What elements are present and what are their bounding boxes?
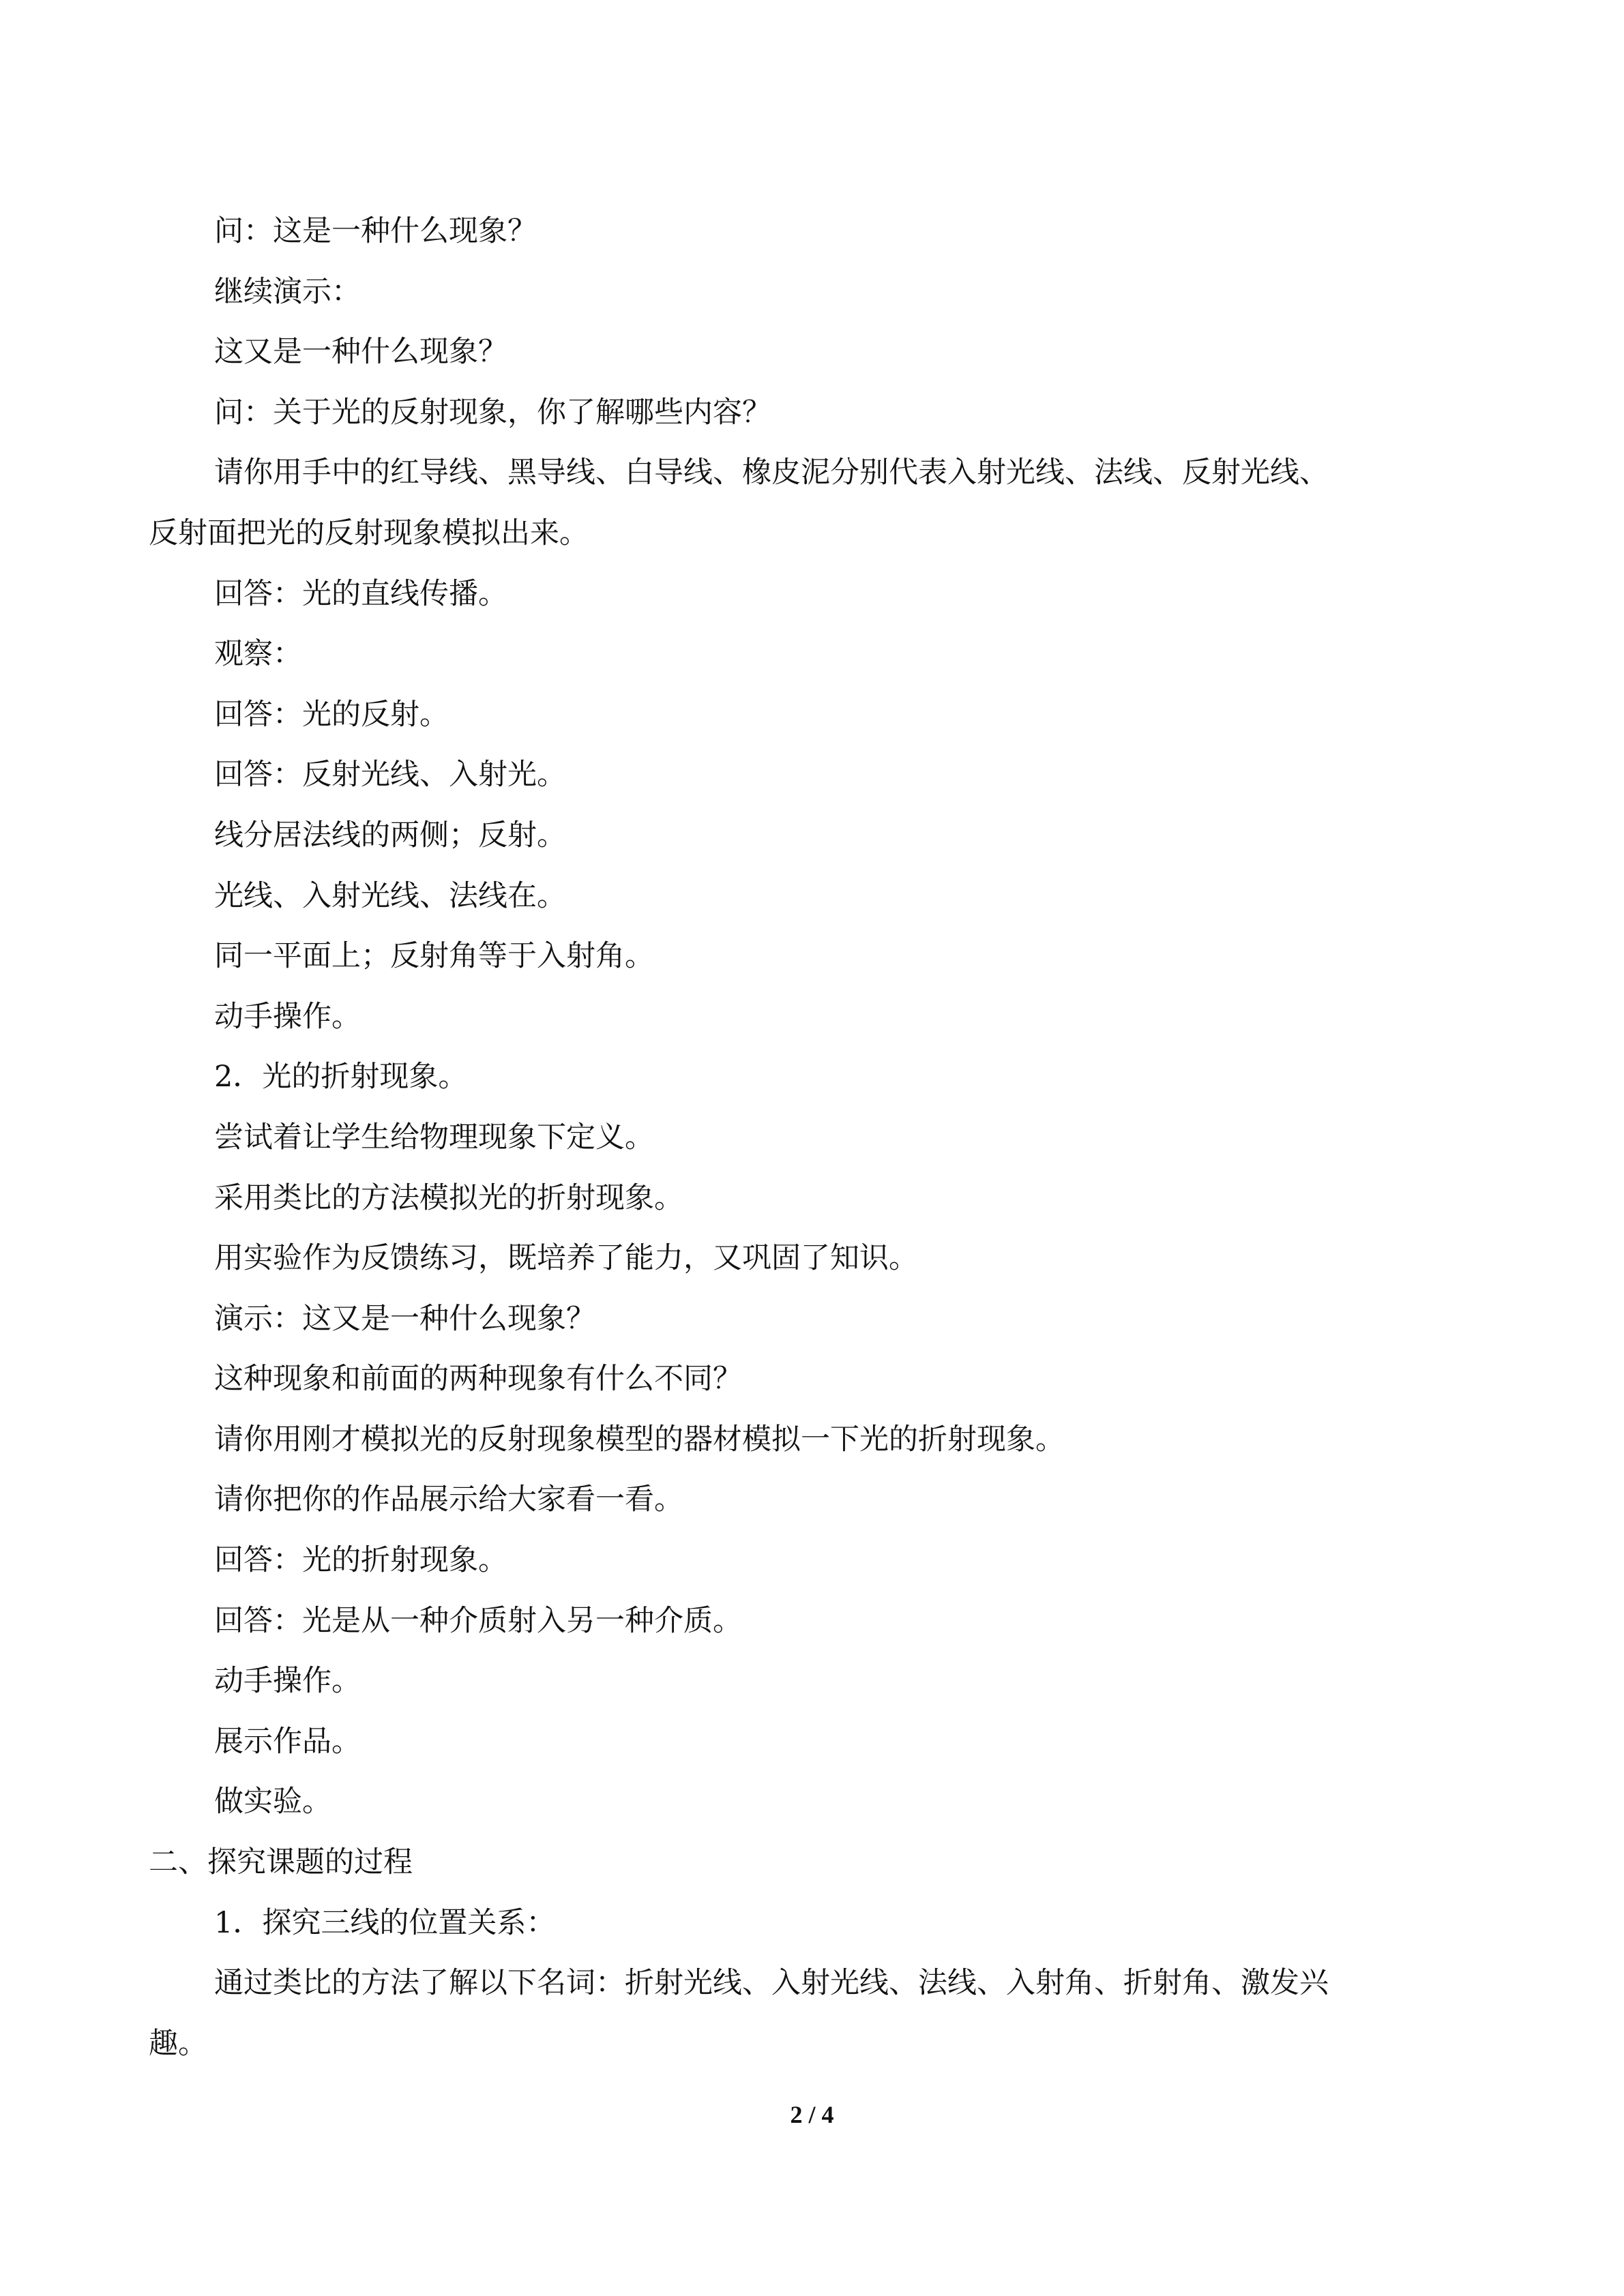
- paragraph-line: 同一平面上；反射角等于入射角。: [214, 939, 654, 974]
- paragraph-line: 尝试着让学生给物理现象下定义。: [214, 1120, 654, 1154]
- paragraph-line: 反射面把光的反射现象模拟出来。: [149, 516, 589, 550]
- paragraph-line: 继续演示：: [214, 274, 361, 309]
- paragraph-line: 动手操作。: [214, 1664, 361, 1699]
- paragraph-line: 请你用手中的红导线、黑导线、白导线、橡皮泥分别代表入射光线、法线、反射光线、: [214, 456, 1329, 490]
- paragraph-line: 这种现象和前面的两种现象有什么不同？: [214, 1362, 742, 1397]
- paragraph-line: 通过类比的方法了解以下名词：折射光线、入射光线、法线、入射角、折射角、激发兴: [214, 1966, 1329, 2001]
- paragraph-line: 做实验。: [214, 1785, 331, 1819]
- paragraph-line: 采用类比的方法模拟光的折射现象。: [214, 1180, 683, 1215]
- document-body: [149, 201, 1475, 2074]
- paragraph-line: 问：关于光的反射现象，你了解哪些内容？: [214, 395, 771, 430]
- paragraph-line: 这又是一种什么现象？: [214, 335, 507, 370]
- paragraph-line: 动手操作。: [214, 999, 361, 1034]
- paragraph-line: 问：这是一种什么现象？: [214, 214, 537, 248]
- paragraph-line: 演示：这又是一种什么现象？: [214, 1301, 595, 1336]
- paragraph-line: 回答：光的直线传播。: [214, 576, 507, 611]
- paragraph-line: 请你用刚才模拟光的反射现象模型的器材模拟一下光的折射现象。: [214, 1422, 1065, 1457]
- paragraph-line: 光线、入射光线、法线在。: [214, 878, 566, 913]
- paragraph-line: 回答：光是从一种介质射入另一种介质。: [214, 1603, 742, 1638]
- subsection-heading: 1．探究三线的位置关系：: [214, 1905, 556, 1940]
- section-heading: 二、探究课题的过程: [149, 1845, 413, 1880]
- paragraph-line: 回答：反射光线、入射光。: [214, 758, 566, 792]
- paragraph-line: 用实验作为反馈练习，既培养了能力，又巩固了知识。: [214, 1241, 918, 1276]
- paragraph-line: 回答：光的折射现象。: [214, 1543, 507, 1578]
- paragraph-line: 展示作品。: [214, 1724, 361, 1759]
- paragraph-line: 请你把你的作品展示给大家看一看。: [214, 1482, 683, 1517]
- paragraph-line: 回答：光的反射。: [214, 697, 449, 732]
- paragraph-line: 线分居法线的两侧；反射。: [214, 818, 566, 852]
- paragraph-line: 观察：: [214, 637, 302, 672]
- section-heading: 2．光的折射现象。: [214, 1060, 468, 1094]
- paragraph-line: 趣。: [149, 2026, 207, 2061]
- page-number: 2 / 4: [790, 2101, 834, 2128]
